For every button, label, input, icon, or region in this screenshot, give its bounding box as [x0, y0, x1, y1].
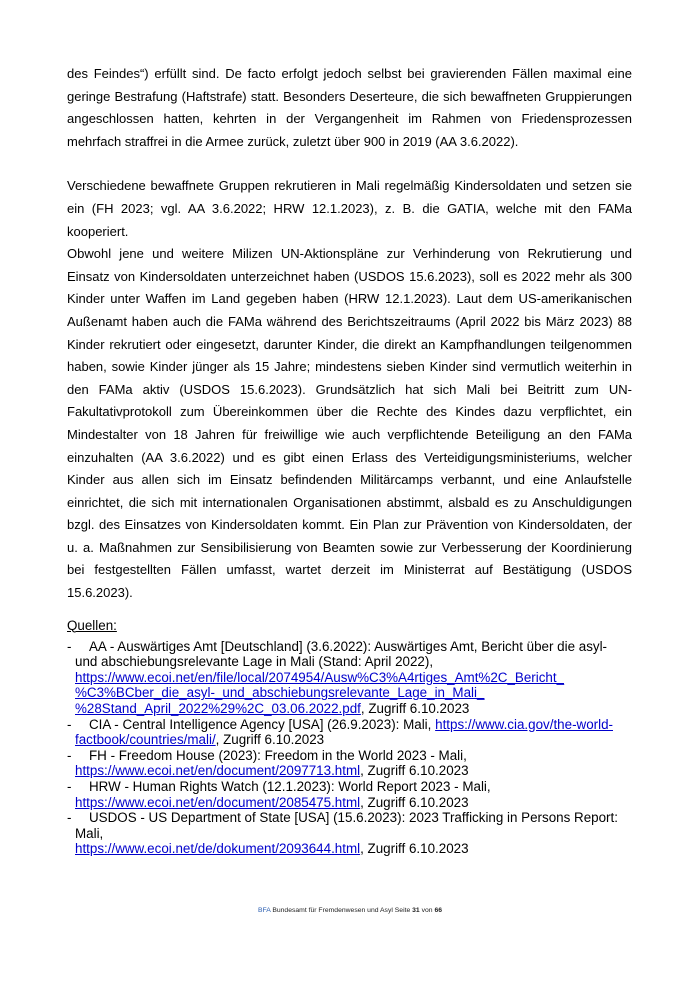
footer-of: von [421, 907, 433, 914]
source-text: AA - Auswärtiges Amt [Deutschland] (3.6.2022): Auswärtiges Amt, Bericht über die asyl- und abschiebungsrelevante Lage in Mali (Stand: April 2022), [75, 638, 608, 670]
source-link[interactable]: https://www.ecoi.net/en/file/local/2074954/Ausw%C3%A4rtiges_Amt%2C_Bericht_ %C3%BCber_die_asyl-_und_abschiebungsrelevante_Lage_in_Mali_ %28Stand_April_2022%29%2C_03.06.2022.pdf [75, 669, 565, 717]
source-access-date: , Zugriff 6.10.2023 [360, 763, 469, 779]
page-footer [0, 907, 700, 914]
list-dash: - [67, 638, 72, 654]
list-dash: - [67, 716, 72, 732]
page-number: 31 [412, 907, 420, 914]
source-link[interactable]: https://www.ecoi.net/de/dokument/2093644.html [75, 841, 361, 857]
source-item-aa [67, 639, 632, 717]
paragraph-2: Verschiedene bewaffnete Gruppen rekrutieren in Mali regelmäßig Kindersoldaten und setzen sie ein (FH 2023; vgl. AA 3.6.2022; HRW 12.1.2023), z. B. die GATIA, welche mit den FAMa kooperiert. [67, 178, 632, 239]
source-link[interactable]: https://www.ecoi.net/en/document/2085475.html [75, 794, 361, 810]
source-text: HRW - Human Rights Watch (12.1.2023): World Report 2023 - Mali, [89, 779, 491, 794]
list-dash: - [67, 747, 72, 763]
source-item-usdos [67, 810, 632, 857]
document-body [67, 63, 632, 857]
source-item-cia [67, 717, 632, 748]
footer-text: Bundesamt für Fremdenwesen und Asyl Seite [272, 907, 411, 914]
source-access-date: , Zugriff 6.10.2023 [360, 701, 470, 717]
source-text: USDOS - US Department of State [USA] (15.6.2023): 2023 Trafficking in Persons Report: Mali, [75, 810, 618, 841]
source-text: CIA - Central Intelligence Agency [USA] (26.9.2023): Mali, [89, 716, 432, 732]
source-access-date: , Zugriff 6.10.2023 [215, 732, 325, 748]
list-dash: - [67, 779, 72, 794]
page-total: 66 [434, 907, 443, 914]
paragraph-1: des Feindes“) erfüllt sind. De facto erfolgt jedoch selbst bei gravierenden Fällen maximal eine geringe Bestrafung (Haftstrafe) statt. Besonders Deserteure, die sich bewaffneten Gruppierungen angeschlossen hatten, kehrten in der Vergangenheit im Rahmen von Friedensprozessen mehrfach straffrei in die Armee zurück, zuletzt über 900 in 2019 (AA 3.6.2022). [67, 66, 632, 149]
source-item-fh [67, 748, 632, 779]
source-link[interactable]: https://www.ecoi.net/en/document/2097713.html [75, 763, 361, 779]
paragraph-3: Obwohl jene und weitere Milizen UN-Aktionspläne zur Verhinderung von Rekrutierung und Einsatz von Kindersoldaten unterzeichnet haben (USDOS 15.6.2023), soll es 2022 mehr als 300 Kinder unter Waffen im Land gegeben haben (HRW 12.1.2023). Laut dem US-amerikanischen Außenamt haben auch die FAMa während des Berichtszeitraums (April 2022 bis März 2023) 88 Kinder rekrutiert oder eingesetzt, darunter Kinder, die direkt an Kampfhandlungen teilgenommen haben, sowie Kinder jünger als 15 Jahre; mindestens sieben Kinder sind vermutlich weiterhin in den FAMa aktiv (USDOS 15.6.2023). Grundsätzlich hat sich Mali bei Beitritt zum UN-Fakultativprotokoll zum Übereinkommen über die Rechte des Kindes dazu verpflichtet, ein Mindestalter von 18 Jahren für freiwillige wie auch verpflichtende Beteiligung an den FAMa einzuhalten (AA 3.6.2022) und es gibt einen Erlass des Verteidigungsministeriums, welcher Kinder aus allen sich im Einsatz befindenden Militärcamps verbannt, und eine Anlaufstelle einrichtet, die sich mit internationalen Organisationen abstimmt, alsbald es zu Anschuldigungen bzgl. des Einsatzes von Kindersoldaten kommt. Ein Plan zur Prävention von Kindersoldaten, der u. a. Maßnahmen zur Sensibilisierung von Beamten sowie zur Verbesserung der Koordinierung bei festgestellten Fällen umfasst, wartet derzeit im Ministerrat auf Bestätigung (USDOS 15.6.2023). [67, 246, 632, 601]
list-dash: - [67, 810, 72, 826]
source-text: FH - Freedom House (2023): Freedom in the World 2023 - Mali, [89, 747, 467, 763]
source-item-hrw [67, 779, 632, 810]
sources-heading: Quellen: [67, 617, 117, 633]
bfa-logo: BFA [257, 907, 271, 914]
source-access-date: , Zugriff 6.10.2023 [360, 841, 469, 857]
source-link[interactable]: https://www.cia.gov/the-world- factbook/countries/mali/ [75, 716, 613, 748]
source-access-date: , Zugriff 6.10.2023 [360, 794, 469, 810]
